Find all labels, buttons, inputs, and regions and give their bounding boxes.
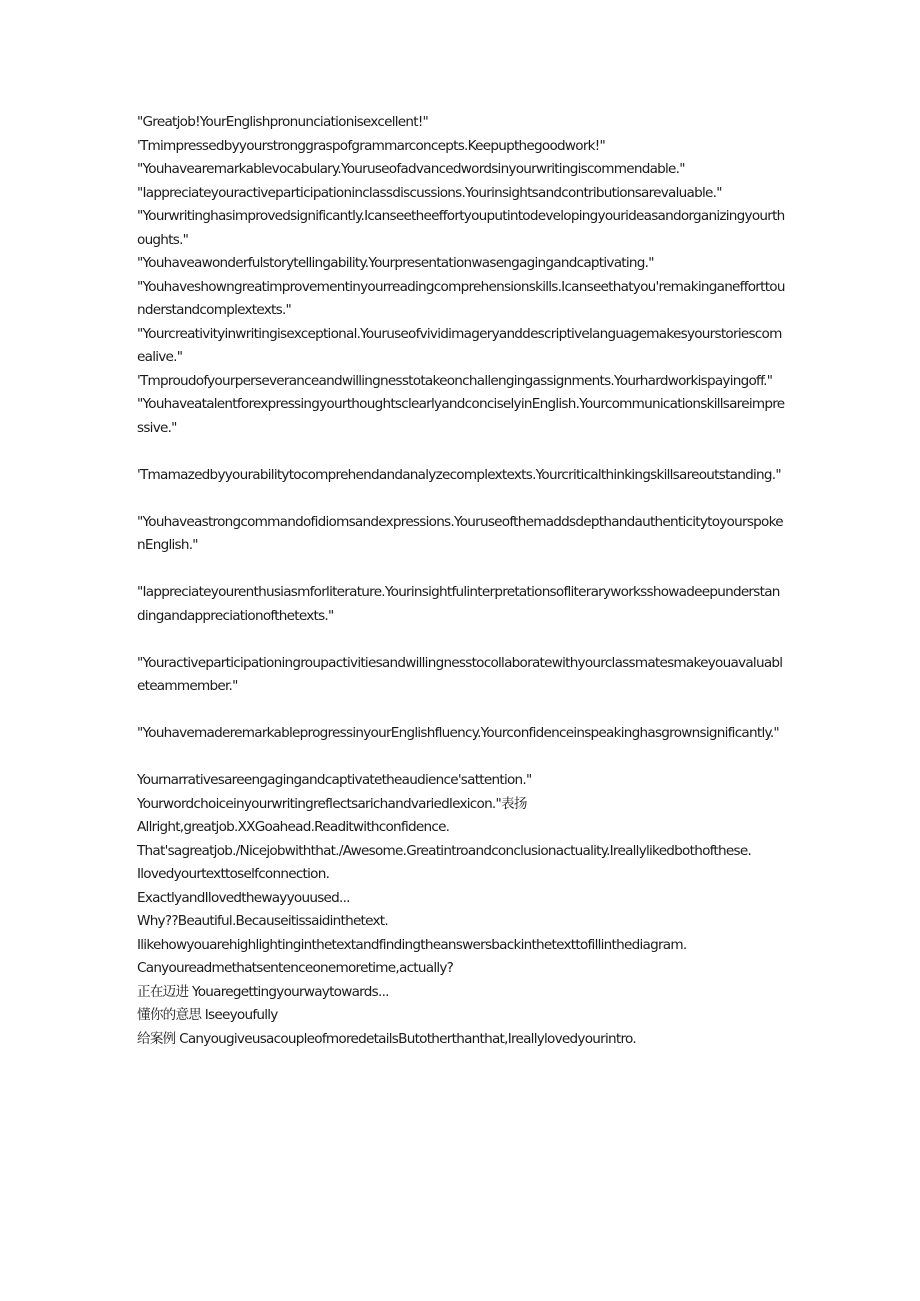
- paragraph-11: 'Tmamazedbyyourabilitytocomprehendandanalyzecomplextexts.Yourcriticalthinkingskillsareoutstanding.": [137, 466, 781, 483]
- paragraph-10: "YouhaveatalentforexpressingyourthoughtsclearlyandconciselyinEnglish.Yourcommunicationskillsareimpressive.": [137, 396, 785, 436]
- paragraph-21: ExactlyandIlovedthewayyouused...: [137, 889, 350, 906]
- paragraph-3: "Youhavearemarkablevocabulary.Youruseofadvancedwordsinyourwritingiscommendable.": [137, 161, 685, 177]
- paragraph-6: "Youhaveawonderfulstorytellingability.Yourpresentationwasengagingandcaptivating.": [137, 255, 654, 271]
- paragraph-spacer: [137, 699, 785, 723]
- paragraph-spacer: [137, 558, 785, 582]
- paragraph-20: Ilovedyourtexttoselfconnection.: [137, 866, 330, 882]
- paragraph-12: "Youhaveastrongcommandofidiomsandexpressions.YouruseofthemaddsdepthandauthenticitytoyourspokenEnglish.": [137, 513, 783, 553]
- paragraph-22: Why??Beautiful.Becauseitissaidinthetext.: [137, 913, 388, 929]
- paragraph-18: Allright,greatjob.XXGoahead.Readitwithconfidence.: [137, 819, 450, 835]
- paragraph-23: Ilikehowyouarehighlightinginthetextandfindingtheanswersbackinthetexttofillinthediagram.: [137, 936, 687, 953]
- paragraph-13: "Iappreciateyourenthusiasmforliterature.Yourinsightfulinterpretationsofliteraryworksshowadeepunderstandingandappreciationofthetexts.": [137, 584, 780, 624]
- document-body: [137, 111, 785, 1051]
- paragraph-spacer: [137, 628, 785, 652]
- paragraph-26: 懂你的意思 Iseeyoufully: [137, 1007, 278, 1023]
- paragraph-25: 正在迈进 Youaregettingyourwaytowards...: [137, 983, 389, 1000]
- paragraph-15: "YouhavemaderemarkableprogressinyourEnglishfluency.Yourconfidenceinspeakinghasgrownsignificantly.": [137, 725, 779, 741]
- paragraph-19: That'sagreatjob./Nicejobwiththat./Awesome.Greatintroandconclusionactuality.Ireallylikedbothofthese.: [137, 842, 752, 859]
- paragraph-1: "Greatjob!YourEnglishpronunciationisexcellent!": [137, 114, 429, 130]
- paragraph-27: 给案例 CanyougiveusacoupleofmoredetailsButotherthanthat,Ireallylovedyourintro.: [137, 1030, 636, 1047]
- paragraph-4: "Iappreciateyouractiveparticipationinclassdiscussions.Yourinsightsandcontributionsarevaluable.": [137, 184, 722, 201]
- paragraph-17: Yourwordchoiceinyourwritingreflectsarichandvariedlexicon."表扬: [137, 795, 527, 812]
- paragraph-24: Canyoureadmethatsentenceonemoretime,actually?: [137, 960, 454, 976]
- paragraph-2: 'Tmimpressedbyyourstronggraspofgrammarconcepts.Keepupthegoodwork!": [137, 137, 605, 154]
- paragraph-9: 'Tmproudofyourperseveranceandwillingnesstotakeonchallengingassignments.Yourhardworkispayingoff.": [137, 372, 773, 389]
- paragraph-spacer: [137, 746, 785, 770]
- paragraph-spacer: [137, 487, 785, 511]
- paragraph-5: "Yourwritinghasimprovedsignificantly.Icanseetheeffortyouputintodevelopingyourideasandorganizingyourthoughts.": [137, 208, 785, 248]
- paragraph-7: "Youhaveshowngreatimprovementinyourreadingcomprehensionskills.Icanseethatyou'remakinganefforttounderstandcomplextexts.": [137, 278, 785, 318]
- paragraph-8: "Yourcreativityinwritingisexceptional.Youruseofvividimageryanddescriptivelanguagemakesyourstoriescomealive.": [137, 325, 782, 365]
- paragraph-14: "Youractiveparticipationingroupactivitiesandwillingnesstocollaboratewithyourclassmatesmakeyouavaluableteammember.": [137, 654, 783, 694]
- paragraph-16: Yournarrativesareengagingandcaptivatetheaudience'sattention.": [137, 772, 532, 788]
- paragraph-spacer: [137, 440, 785, 464]
